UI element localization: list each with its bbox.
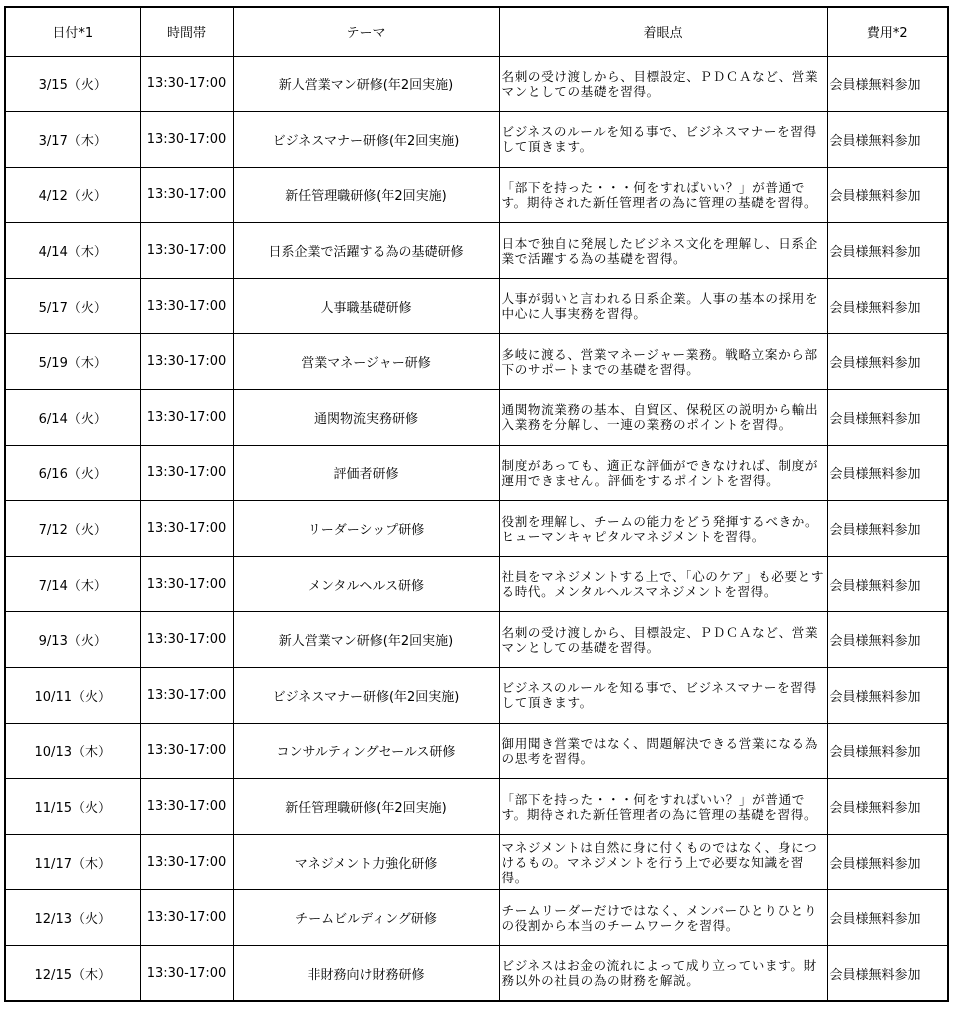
cell-theme: ビジネスマナー研修(年2回実施): [233, 668, 499, 724]
cell-time: 13:30-17:00: [140, 612, 233, 668]
cell-time: 13:30-17:00: [140, 668, 233, 724]
cell-theme: マネジメント力強化研修: [233, 834, 499, 890]
table-row: [5, 56, 948, 112]
table-row: [5, 278, 948, 334]
cell-time: 13:30-17:00: [140, 56, 233, 112]
cell-theme: コンサルティングセールス研修: [233, 723, 499, 779]
cell-time: 13:30-17:00: [140, 501, 233, 557]
cell-time: 13:30-17:00: [140, 946, 233, 1002]
cell-note: マネジメントは自然に身に付くものではなく、身につけるもの。マネジメントを行う上で必要な知識を習得。: [499, 834, 827, 890]
header-theme: テーマ: [233, 7, 499, 56]
cell-time: 13:30-17:00: [140, 779, 233, 835]
header-fee: 費用*2: [827, 7, 948, 56]
cell-theme: 日系企業で活躍する為の基礎研修: [233, 223, 499, 279]
cell-date: 6/16（火）: [5, 445, 140, 501]
header-row: [5, 7, 948, 56]
table-row: [5, 501, 948, 557]
header-note: 着眼点: [499, 7, 827, 56]
cell-note: ビジネスのルールを知る事で、ビジネスマナーを習得して頂きます。: [499, 112, 827, 168]
cell-theme: 通関物流実務研修: [233, 390, 499, 446]
cell-theme: 非財務向け財務研修: [233, 946, 499, 1002]
cell-fee: 会員様無料参加: [827, 890, 948, 946]
cell-theme: 新人営業マン研修(年2回実施): [233, 56, 499, 112]
cell-theme: リーダーシップ研修: [233, 501, 499, 557]
cell-fee: 会員様無料参加: [827, 779, 948, 835]
cell-theme: 評価者研修: [233, 445, 499, 501]
cell-note: 通関物流業務の基本、自貿区、保税区の説明から輸出入業務を分解し、一連の業務のポイントを習得。: [499, 390, 827, 446]
cell-date: 5/17（火）: [5, 278, 140, 334]
cell-time: 13:30-17:00: [140, 890, 233, 946]
cell-fee: 会員様無料参加: [827, 668, 948, 724]
cell-date: 7/14（木）: [5, 556, 140, 612]
cell-fee: 会員様無料参加: [827, 334, 948, 390]
cell-time: 13:30-17:00: [140, 278, 233, 334]
cell-date: 4/12（火）: [5, 167, 140, 223]
table-row: [5, 779, 948, 835]
cell-fee: 会員様無料参加: [827, 445, 948, 501]
cell-fee: 会員様無料参加: [827, 278, 948, 334]
cell-note: 制度があっても、適正な評価ができなければ、制度が運用できません。評価をするポイントを習得。: [499, 445, 827, 501]
cell-note: 役割を理解し、チームの能力をどう発揮するべきか。ヒューマンキャピタルマネジメントを習得。: [499, 501, 827, 557]
table-row: [5, 834, 948, 890]
table-row: [5, 112, 948, 168]
cell-fee: 会員様無料参加: [827, 223, 948, 279]
cell-time: 13:30-17:00: [140, 112, 233, 168]
cell-fee: 会員様無料参加: [827, 612, 948, 668]
table-row: [5, 890, 948, 946]
cell-time: 13:30-17:00: [140, 834, 233, 890]
cell-theme: ビジネスマナー研修(年2回実施): [233, 112, 499, 168]
cell-note: 日本で独自に発展したビジネス文化を理解し、日系企業で活躍する為の基礎を習得。: [499, 223, 827, 279]
cell-note: チームリーダーだけではなく、メンバーひとりひとりの役割から本当のチームワークを習得。: [499, 890, 827, 946]
cell-time: 13:30-17:00: [140, 556, 233, 612]
cell-date: 7/12（火）: [5, 501, 140, 557]
cell-note: 名刺の受け渡しから、目標設定、ＰＤＣＡなど、営業マンとしての基礎を習得。: [499, 612, 827, 668]
table-row: [5, 223, 948, 279]
cell-note: 多岐に渡る、営業マネージャー業務。戦略立案から部下のサポートまでの基礎を習得。: [499, 334, 827, 390]
cell-theme: チームビルディング研修: [233, 890, 499, 946]
cell-fee: 会員様無料参加: [827, 834, 948, 890]
cell-date: 4/14（木）: [5, 223, 140, 279]
cell-date: 3/17（木）: [5, 112, 140, 168]
cell-theme: 営業マネージャー研修: [233, 334, 499, 390]
cell-note: 「部下を持った・・・何をすればいい？」が普通です。期待された新任管理者の為に管理の基礎を習得。: [499, 167, 827, 223]
table-row: [5, 612, 948, 668]
cell-fee: 会員様無料参加: [827, 56, 948, 112]
header-date: 日付*1: [5, 7, 140, 56]
table-row: [5, 445, 948, 501]
cell-date: 11/15（火）: [5, 779, 140, 835]
cell-fee: 会員様無料参加: [827, 167, 948, 223]
cell-note: 社員をマネジメントする上で、「心のケア」も必要とする時代。メンタルヘルスマネジメントを習得。: [499, 556, 827, 612]
table-row: [5, 334, 948, 390]
cell-theme: 新任管理職研修(年2回実施): [233, 779, 499, 835]
cell-fee: 会員様無料参加: [827, 501, 948, 557]
cell-note: ビジネスはお金の流れによって成り立っています。財務以外の社員の為の財務を解説。: [499, 946, 827, 1002]
table-row: [5, 723, 948, 779]
cell-date: 10/13（木）: [5, 723, 140, 779]
cell-theme: 新人営業マン研修(年2回実施): [233, 612, 499, 668]
cell-time: 13:30-17:00: [140, 723, 233, 779]
cell-fee: 会員様無料参加: [827, 390, 948, 446]
cell-time: 13:30-17:00: [140, 334, 233, 390]
table-row: [5, 167, 948, 223]
cell-fee: 会員様無料参加: [827, 112, 948, 168]
cell-time: 13:30-17:00: [140, 445, 233, 501]
cell-theme: 人事職基礎研修: [233, 278, 499, 334]
table-row: [5, 556, 948, 612]
cell-note: 名刺の受け渡しから、目標設定、ＰＤＣＡなど、営業マンとしての基礎を習得。: [499, 56, 827, 112]
table-row: [5, 668, 948, 724]
cell-note: ビジネスのルールを知る事で、ビジネスマナーを習得して頂きます。: [499, 668, 827, 724]
header-time: 時間帯: [140, 7, 233, 56]
cell-time: 13:30-17:00: [140, 390, 233, 446]
cell-fee: 会員様無料参加: [827, 556, 948, 612]
cell-theme: 新任管理職研修(年2回実施): [233, 167, 499, 223]
table-row: [5, 946, 948, 1002]
cell-date: 6/14（火）: [5, 390, 140, 446]
cell-date: 10/11（火）: [5, 668, 140, 724]
cell-fee: 会員様無料参加: [827, 723, 948, 779]
cell-fee: 会員様無料参加: [827, 946, 948, 1002]
cell-date: 9/13（火）: [5, 612, 140, 668]
cell-note: 「部下を持った・・・何をすればいい？」が普通です。期待された新任管理者の為に管理の基礎を習得。: [499, 779, 827, 835]
cell-note: 御用聞き営業ではなく、問題解決できる営業になる為の思考を習得。: [499, 723, 827, 779]
cell-date: 12/13（火）: [5, 890, 140, 946]
cell-note: 人事が弱いと言われる日系企業。人事の基本の採用を中心に人事実務を習得。: [499, 278, 827, 334]
cell-time: 13:30-17:00: [140, 223, 233, 279]
table-row: [5, 390, 948, 446]
cell-date: 12/15（木）: [5, 946, 140, 1002]
cell-date: 11/17（木）: [5, 834, 140, 890]
cell-date: 5/19（木）: [5, 334, 140, 390]
cell-time: 13:30-17:00: [140, 167, 233, 223]
cell-theme: メンタルヘルス研修: [233, 556, 499, 612]
cell-date: 3/15（火）: [5, 56, 140, 112]
training-schedule-table: [4, 6, 949, 1002]
